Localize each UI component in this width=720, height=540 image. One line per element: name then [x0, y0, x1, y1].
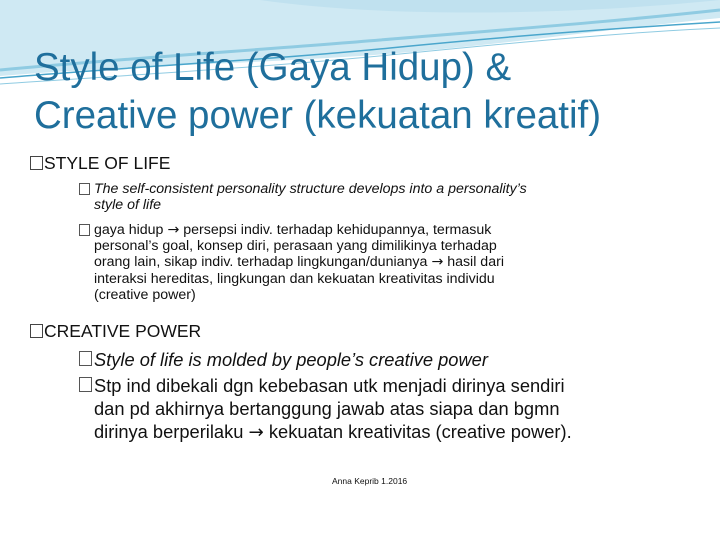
- point-text-part: hasil dari: [447, 254, 504, 271]
- section-heading-text: CREATIVE POWER: [44, 321, 202, 341]
- point-text-part: orang lain, sikap indiv. terhadap lingkungan/dunianya: [94, 254, 428, 271]
- point-text: [94, 222, 679, 238]
- point-text: (creative power): [94, 286, 196, 303]
- bullet-box-icon: [79, 224, 90, 236]
- point-text: Style of life is molded by people’s creative power: [94, 349, 488, 370]
- section-creative-power-heading: [30, 320, 201, 342]
- arrow-icon: →: [431, 254, 444, 271]
- point-text: interaksi hereditas, lingkungan dan kekuatan kreativitas individu: [94, 270, 495, 287]
- point-text-part: gaya hidup: [94, 222, 164, 238]
- arrow-icon: →: [248, 422, 264, 443]
- point-text-part: kekuatan kreativitas (creative power).: [268, 421, 572, 442]
- bullet-box-icon: [79, 183, 90, 195]
- point-text: personal’s goal, konsep diri, perasaan yang dimilikinya terhadap: [94, 238, 497, 255]
- point-text: Stp ind dibekali dgn kebebasan utk menjadi dirinya sendiri: [94, 375, 565, 396]
- bullet-box-icon: [79, 377, 92, 392]
- point-text-part: persepsi indiv. terhadap kehidupannya, termasuk: [183, 222, 492, 238]
- point-text-part: dirinya berperilaku: [94, 421, 244, 442]
- slide-title: [34, 44, 714, 140]
- title-line-2: Creative power (kekuatan kreatif): [34, 94, 602, 137]
- section-style-of-life-heading: [30, 152, 170, 174]
- point-text: [94, 420, 699, 444]
- creative-power-point-1: [79, 348, 699, 371]
- bullet-box-icon: [30, 324, 43, 338]
- point-text: The self-consistent personality structure develops into a personality’s: [94, 181, 527, 197]
- point-text: style of life: [94, 197, 162, 214]
- arrow-icon: →: [167, 222, 180, 238]
- style-of-life-point-1: [79, 181, 679, 213]
- section-heading-text: STYLE OF LIFE: [44, 153, 171, 173]
- creative-power-point-2: [79, 374, 699, 444]
- title-line-1: Style of Life (Gaya Hidup) &: [34, 46, 512, 89]
- bullet-box-icon: [79, 351, 92, 366]
- point-text: dan pd akhirnya bertanggung jawab atas siapa dan bgmn: [94, 398, 560, 419]
- bullet-box-icon: [30, 156, 43, 170]
- style-of-life-point-2: [79, 222, 679, 303]
- footer-credit: Anna Keprib 1.2016: [332, 476, 408, 486]
- point-text: [94, 254, 679, 270]
